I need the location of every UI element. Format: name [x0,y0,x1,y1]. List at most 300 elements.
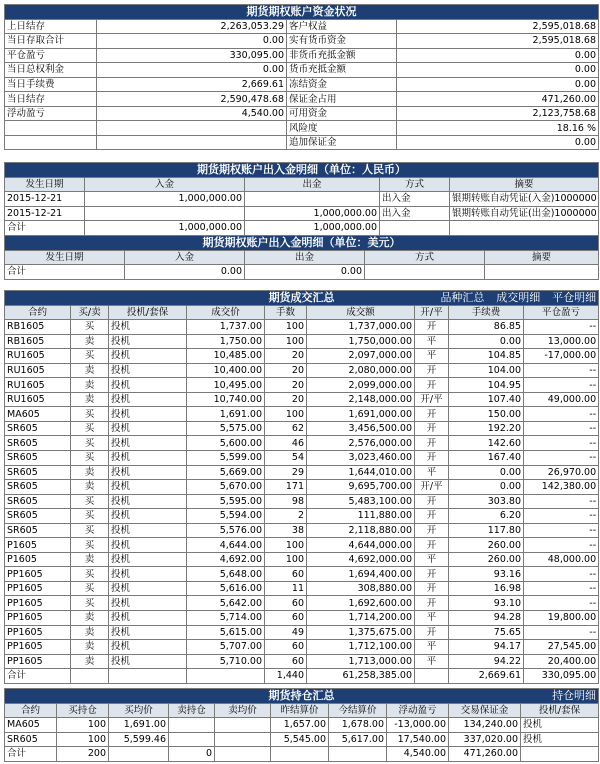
funds-value-left: 0.00 [97,63,287,78]
flow-cell: 2015-12-21 [5,192,85,207]
trade-cell: 买 [71,509,109,524]
trade-cell: 买 [71,320,109,335]
trade-cell: 开 [415,596,449,611]
position-cell [109,747,169,762]
trade-cell: 46 [265,436,307,451]
flow-cell: 银期转账自动凭证(出金)1000000 [450,206,599,221]
trade-cell: 开 [415,494,449,509]
trade-cell: 买 [71,436,109,451]
trade-cell: 86.85 [449,320,524,335]
trade-cell: 1,691,000.00 [307,407,415,422]
trade-cell: 94.17 [449,640,524,655]
trade-cell: 投机 [109,567,187,582]
trade-cell: 平 [415,552,449,567]
trade-cell: 5,642.00 [187,596,265,611]
funds-label-left: 当日总权利金 [5,63,97,78]
flow-cell [450,221,599,236]
trade-cell: 投机 [109,509,187,524]
trade-cell: 2,080,000.00 [307,363,415,378]
trade-cell: PP1605 [5,625,71,640]
trade-cell: 9,695,700.00 [307,480,415,495]
trades-table [4,290,599,684]
trade-cell: 20 [265,363,307,378]
trade-cell: 2,097,000.00 [307,349,415,364]
trade-cell: 10,485.00 [187,349,265,364]
trade-cell: 75.65 [449,625,524,640]
trade-cell: 投机 [109,392,187,407]
table-row [5,509,599,524]
trade-cell: PP1605 [5,596,71,611]
trade-cell: 5,615.00 [187,625,265,640]
funds-value-right: 2,595,018.68 [397,34,599,49]
trade-cell: -- [524,596,599,611]
trade-cell: 2,576,000.00 [307,436,415,451]
trade-cell: 1,737,000.00 [307,320,415,335]
trade-cell: 买 [71,567,109,582]
trade-cell: -- [524,320,599,335]
flow-cell: 银期转账自动凭证(入金)1000000 [450,192,599,207]
trade-cell: SR605 [5,421,71,436]
trade-cell: 93.10 [449,596,524,611]
header-row [5,305,599,320]
funds-row [5,19,599,34]
table-row [5,363,599,378]
link-position-detail[interactable]: 持仓明细 [552,689,597,702]
trade-cell: -- [524,581,599,596]
funds-value-left: 0.00 [97,34,287,49]
header-row [5,250,599,265]
trade-cell: 1,692,600.00 [307,596,415,611]
trade-cell: PP1605 [5,611,71,626]
trade-cell: 卖 [71,480,109,495]
column-header: 手续费 [449,305,524,320]
trade-cell: 167.40 [449,451,524,466]
trade-cell: 171 [265,480,307,495]
table-row [5,192,599,207]
flow-cell: 1,000,000.00 [85,221,245,236]
trade-cell: 投机 [109,611,187,626]
usd-flow-title: 期货期权账户出入金明细（单位：美元） [5,236,599,251]
table-row [5,581,599,596]
position-cell [215,732,271,747]
position-cell: 337,020.00 [449,732,521,747]
position-cell: 17,540.00 [387,732,449,747]
trade-cell: 5,483,100.00 [307,494,415,509]
trade-cell: 2 [265,509,307,524]
trade-cell: 10,740.00 [187,392,265,407]
position-cell: 1,691.00 [109,718,169,733]
position-cell [169,718,215,733]
trade-cell: 94.28 [449,611,524,626]
table-row [5,392,599,407]
trade-cell: 卖 [71,611,109,626]
funds-title: 期货期权账户资金状况 [5,5,599,20]
flow-cell [485,265,599,280]
funds-row [5,77,599,92]
trade-cell: 4,644.00 [187,538,265,553]
trade-cell: 5,595.00 [187,494,265,509]
position-cell: 1,678.00 [329,718,387,733]
trade-cell: 93.16 [449,567,524,582]
trade-cell: 5,575.00 [187,421,265,436]
trade-cell: 4,644,000.00 [307,538,415,553]
trade-cell: 6.20 [449,509,524,524]
funds-table [4,4,599,150]
trade-cell: 开 [415,581,449,596]
funds-value-right: 2,595,018.68 [397,19,599,34]
funds-value-right: 0.00 [397,135,599,150]
trade-cell: 平 [415,654,449,669]
trade-cell: P1605 [5,538,71,553]
trade-cell: -- [524,436,599,451]
column-header: 买/卖 [71,305,109,320]
trade-cell [109,669,187,684]
flow-cell: 0.00 [245,265,365,280]
trade-cell: -- [524,538,599,553]
column-header: 摘要 [450,177,599,192]
trade-cell: 买 [71,451,109,466]
trade-cell: SR605 [5,509,71,524]
trade-cell: 13,000.00 [524,334,599,349]
funds-label-left: 上日结存 [5,19,97,34]
trade-cell: 平 [415,611,449,626]
trade-cell: 3,456,500.00 [307,421,415,436]
trade-cell: 开 [415,509,449,524]
trade-cell: 投机 [109,640,187,655]
trade-cell: 投机 [109,625,187,640]
trade-cell: 2,099,000.00 [307,378,415,393]
trade-cell: 0.00 [449,480,524,495]
trade-cell: PP1605 [5,567,71,582]
trade-cell: -- [524,494,599,509]
trade-cell: -- [524,451,599,466]
trade-cell: 26,970.00 [524,465,599,480]
flow-cell: 合计 [5,221,85,236]
trade-cell: -- [524,625,599,640]
column-header: 投机/套保 [521,703,599,718]
trade-cell: 开 [415,625,449,640]
trade-cell: 48,000.00 [524,552,599,567]
funds-value-right: 18.16 % [397,121,599,136]
trade-cell: -- [524,567,599,582]
trade-cell: 投机 [109,523,187,538]
column-header: 合约 [5,305,71,320]
trade-cell: 卖 [71,363,109,378]
trade-cell: 买 [71,523,109,538]
funds-label-right: 冻结资金 [287,77,397,92]
funds-label-right: 客户权益 [287,19,397,34]
table-row [5,265,599,280]
column-header: 成交价 [187,305,265,320]
trade-cell: 5,576.00 [187,523,265,538]
flow-cell: 0.00 [125,265,245,280]
funds-label-left: 当日手续费 [5,77,97,92]
trade-cell: SR605 [5,436,71,451]
trade-cell: 117.80 [449,523,524,538]
trade-cell: 107.40 [449,392,524,407]
header-row [5,177,599,192]
trade-cell: 卖 [71,654,109,669]
table-row [5,567,599,582]
table-row [5,640,599,655]
column-header: 交易保证金 [449,703,521,718]
table-row [5,718,599,733]
funds-row [5,48,599,63]
trade-cell: RU1605 [5,349,71,364]
cny-flow-title: 期货期权账户出入金明细（单位：人民币） [5,163,599,178]
trade-cell: 192.20 [449,421,524,436]
trade-cell: 104.00 [449,363,524,378]
column-header: 出金 [245,177,380,192]
usd-flow-table [4,235,599,280]
position-cell: 134,240.00 [449,718,521,733]
funds-value-left: 330,095.00 [97,48,287,63]
trade-cell: 5,669.00 [187,465,265,480]
trade-cell: 1,713,000.00 [307,654,415,669]
trade-cell: 平 [415,465,449,480]
trade-cell: 卖 [71,392,109,407]
table-row [5,436,599,451]
trade-cell: 142,380.00 [524,480,599,495]
trade-cell: 投机 [109,349,187,364]
column-header: 摘要 [485,250,599,265]
funds-row [5,121,599,136]
trade-cell: 60 [265,596,307,611]
trade-cell: 投机 [109,378,187,393]
position-cell [521,747,599,762]
trade-cell: 卖 [71,465,109,480]
position-cell: 5,599.46 [109,732,169,747]
trade-cell: 2,118,880.00 [307,523,415,538]
trade-cell: 29 [265,465,307,480]
link-variety-summary[interactable]: 品种汇总 [440,291,485,304]
trade-cell: RU1605 [5,378,71,393]
trade-cell: 开 [415,567,449,582]
trade-cell: 投机 [109,334,187,349]
funds-row [5,135,599,150]
trade-cell: 投机 [109,552,187,567]
table-row [5,732,599,747]
trade-cell: RB1605 [5,320,71,335]
trade-cell: 49,000.00 [524,392,599,407]
link-close-detail[interactable]: 平仓明细 [552,291,597,304]
trade-cell: 1,750.00 [187,334,265,349]
trade-cell: 104.85 [449,349,524,364]
trade-cell: 142.60 [449,436,524,451]
table-row [5,407,599,422]
funds-label-left: 当日结存 [5,92,97,107]
trade-cell: 平 [415,349,449,364]
column-header: 方式 [380,177,450,192]
trade-cell: 投机 [109,436,187,451]
trade-cell: 38 [265,523,307,538]
trade-cell: 5,714.00 [187,611,265,626]
trade-cell: 1,644,010.00 [307,465,415,480]
trade-cell: 5,710.00 [187,654,265,669]
trade-cell: 1,691.00 [187,407,265,422]
funds-row [5,63,599,78]
column-header: 昨结算价 [271,703,329,718]
column-header: 手数 [265,305,307,320]
column-header: 入金 [85,177,245,192]
trade-cell [71,669,109,684]
trade-cell: 100 [265,334,307,349]
trade-cell: 5,594.00 [187,509,265,524]
funds-label-left [5,135,97,150]
trades-links [432,291,596,304]
trade-cell: 20 [265,378,307,393]
trade-cell: 100 [265,320,307,335]
trade-cell: 买 [71,407,109,422]
trade-cell: 开 [415,538,449,553]
funds-label-left [5,121,97,136]
trade-cell: 5,599.00 [187,451,265,466]
trade-cell: SR605 [5,494,71,509]
column-header: 开/平 [415,305,449,320]
column-header: 出金 [245,250,365,265]
trade-cell: 卖 [71,625,109,640]
trade-cell: 5,707.00 [187,640,265,655]
trade-cell: 卖 [71,334,109,349]
position-cell: 200 [57,747,109,762]
position-cell: MA605 [5,718,57,733]
column-header: 卖持仓 [169,703,215,718]
funds-label-left: 当日存取合计 [5,34,97,49]
column-header: 入金 [125,250,245,265]
table-row [5,334,599,349]
trade-cell: 开 [415,436,449,451]
trade-cell: -- [524,523,599,538]
funds-label-right: 保证金占用 [287,92,397,107]
trade-cell: 308,880.00 [307,581,415,596]
table-row [5,747,599,762]
trade-cell: 合计 [5,669,71,684]
trade-cell [187,669,265,684]
trade-cell: RU1605 [5,392,71,407]
trade-cell: 投机 [109,480,187,495]
position-cell: 投机 [521,732,599,747]
trade-cell: 5,616.00 [187,581,265,596]
trade-cell: 49 [265,625,307,640]
trade-cell: 开/平 [415,392,449,407]
trade-cell: 卖 [71,552,109,567]
position-cell: -13,000.00 [387,718,449,733]
trade-cell: -- [524,407,599,422]
table-row [5,538,599,553]
funds-label-right: 非货币充抵金额 [287,48,397,63]
funds-row [5,92,599,107]
trade-cell: 20 [265,392,307,407]
link-trade-detail[interactable]: 成交明细 [496,291,541,304]
funds-label-right: 货币充抵金额 [287,63,397,78]
trade-cell: 平 [415,334,449,349]
trade-cell: 60 [265,567,307,582]
flow-cell: 出入金 [380,192,450,207]
table-row [5,221,599,236]
funds-value-left: 4,540.00 [97,106,287,121]
trade-cell: 投机 [109,451,187,466]
funds-label-left: 平仓盈亏 [5,48,97,63]
trade-cell: 投机 [109,494,187,509]
trade-cell: 16.98 [449,581,524,596]
funds-label-right: 风险度 [287,121,397,136]
trade-cell: 5,600.00 [187,436,265,451]
trade-cell: -- [524,363,599,378]
trade-cell: 买 [71,494,109,509]
trade-cell: 330,095.00 [524,669,599,684]
table-row [5,206,599,221]
trade-cell: 62 [265,421,307,436]
trade-cell: 10,400.00 [187,363,265,378]
trade-cell: 卖 [71,640,109,655]
table-row [5,421,599,436]
funds-label-right: 追加保证金 [287,135,397,150]
trade-cell: 60 [265,654,307,669]
flow-cell: 合计 [5,265,125,280]
trade-cell: 1,440 [265,669,307,684]
trade-cell: 10,495.00 [187,378,265,393]
trade-cell: 1,750,000.00 [307,334,415,349]
trade-cell: 60 [265,611,307,626]
trade-cell: 5,648.00 [187,567,265,582]
table-row [5,480,599,495]
funds-label-left: 浮动盈亏 [5,106,97,121]
table-row [5,349,599,364]
position-cell: 100 [57,718,109,733]
funds-row [5,106,599,121]
funds-label-right: 实有货币资金 [287,34,397,49]
column-header: 买持仓 [57,703,109,718]
trade-cell: 开 [415,421,449,436]
trade-cell: 平 [415,640,449,655]
trade-cell: 100 [265,407,307,422]
trade-cell: P1605 [5,552,71,567]
table-row [5,611,599,626]
trade-cell: 20 [265,349,307,364]
trade-cell: -- [524,421,599,436]
flow-cell: 出入金 [380,206,450,221]
trade-cell: 投机 [109,538,187,553]
trade-cell: SR605 [5,451,71,466]
trade-cell: 投机 [109,407,187,422]
position-cell [169,732,215,747]
table-row [5,523,599,538]
position-cell: 471,260.00 [449,747,521,762]
trade-cell: 买 [71,581,109,596]
trade-cell: PP1605 [5,581,71,596]
trade-cell: 0.00 [449,465,524,480]
trade-cell: 投机 [109,581,187,596]
trade-cell: 11 [265,581,307,596]
trade-cell: 1,712,100.00 [307,640,415,655]
table-row [5,378,599,393]
table-row [5,596,599,611]
table-row [5,451,599,466]
column-header: 买均价 [109,703,169,718]
column-header: 方式 [365,250,485,265]
flow-cell [380,221,450,236]
position-cell: 4,540.00 [387,747,449,762]
position-cell: 5,545.00 [271,732,329,747]
flow-cell [245,192,380,207]
trade-cell: 开/平 [415,480,449,495]
trade-cell: SR605 [5,523,71,538]
trade-cell [415,669,449,684]
trade-cell: 27,545.00 [524,640,599,655]
position-cell [215,747,271,762]
trade-cell: -17,000.00 [524,349,599,364]
trade-cell: 开 [415,378,449,393]
